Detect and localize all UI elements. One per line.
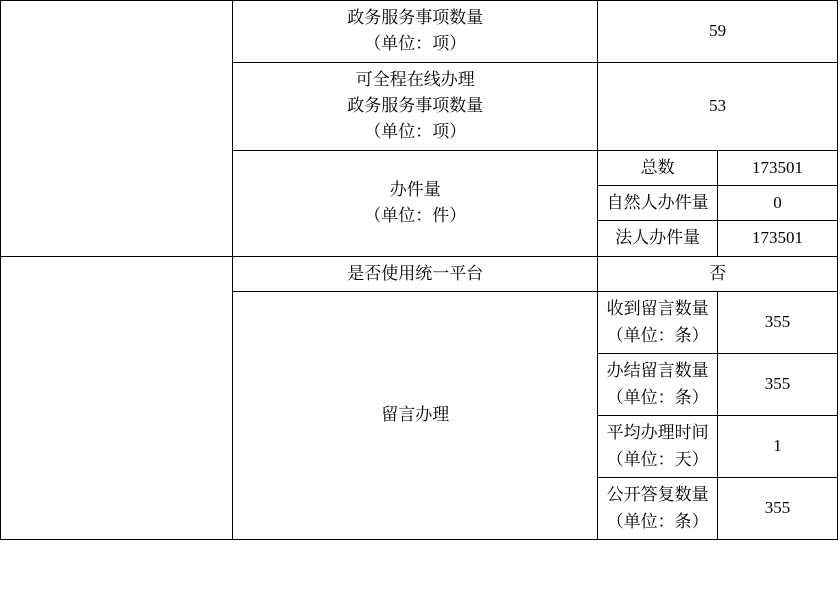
sub-label-legal-person: 法人办件量 xyxy=(598,221,718,256)
sub-value-public-reply: 355 xyxy=(718,478,838,540)
sub-value-legal-person: 173501 xyxy=(718,221,838,256)
row-value-unified-platform: 否 xyxy=(598,256,838,291)
row-label-service-items: 政务服务事项数量 （单位：项） xyxy=(233,1,598,63)
table-row xyxy=(1,256,838,291)
sub-label-avg-time: 平均办理时间 （单位：天） xyxy=(598,416,718,478)
sub-value-natural-person: 0 xyxy=(718,186,838,221)
sub-value-total: 173501 xyxy=(718,150,838,185)
row-label-unified-platform: 是否使用统一平台 xyxy=(233,256,598,291)
group-cell-top xyxy=(1,1,233,257)
sub-label-total: 总数 xyxy=(598,150,718,185)
sub-value-completed: 355 xyxy=(718,354,838,416)
sub-label-received: 收到留言数量 （单位：条） xyxy=(598,292,718,354)
row-label-online-service-items: 可全程在线办理 政务服务事项数量 （单位：项） xyxy=(233,62,598,150)
row-value-online-service-items: 53 xyxy=(598,62,838,150)
row-label-case-volume: 办件量 （单位：件） xyxy=(233,150,598,256)
sub-label-completed: 办结留言数量 （单位：条） xyxy=(598,354,718,416)
sub-label-natural-person: 自然人办件量 xyxy=(598,186,718,221)
sub-value-received: 355 xyxy=(718,292,838,354)
sub-label-public-reply: 公开答复数量 （单位：条） xyxy=(598,478,718,540)
row-label-message-handling: 留言办理 xyxy=(233,292,598,540)
group-cell-bottom xyxy=(1,256,233,539)
table-row xyxy=(1,1,838,63)
row-value-service-items: 59 xyxy=(598,1,838,63)
sub-value-avg-time: 1 xyxy=(718,416,838,478)
